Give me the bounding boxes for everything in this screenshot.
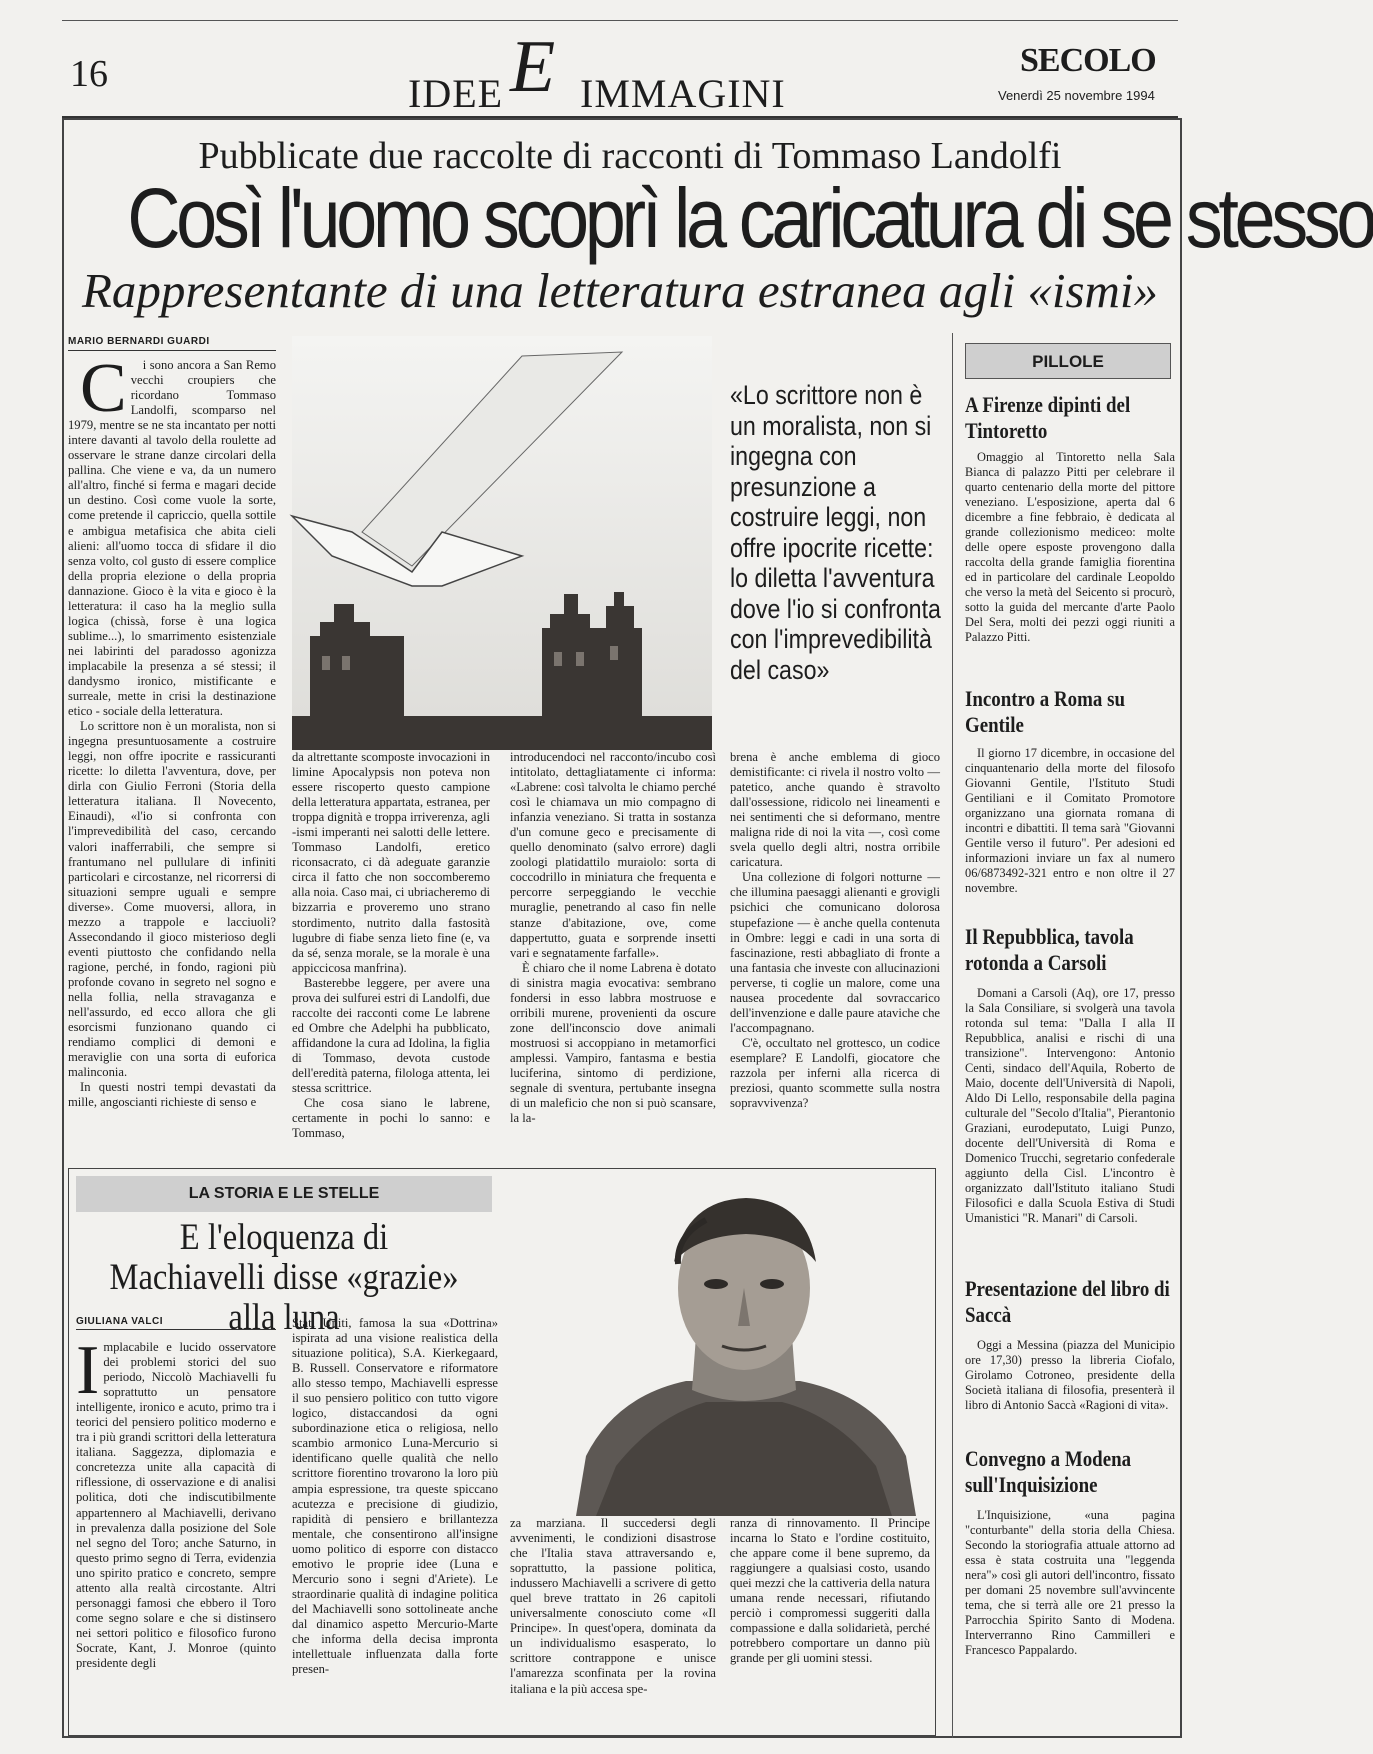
article-paragraph: Lo scrittore non è un moralista, non si ingegna presuntuosamente a costruire leggi, non offre ipocrite e rassicuranti ricette: lo diletta l'avventura, dove, per dirla con Giulio Ferroni (Storia della letteratura italiana. Il Novecento, Einaudi), «l'io si confronta con l'imprevedibilità del caso, cercando valori inafferrabili, che sempre si frantumano nel pullulare di infiniti particolari e circostanze, nel ricorrersi di situazioni sempre uguali e sempre diverse». Come muoversi, allora, in mezzo a trappole e lacciuoli? Assecondando il gioco misterioso degli eventi piuttosto che confidando nella ragione, perché, in fondo, ragioni più profonde covano in segreto nel sogno e nella follia, nella stravaganza e nell'assurdo, ed ecco allora che gli esorcismi funzionano quando ci rendiamo complici di demoni e meraviglie con una sorta di euforica malinconia. — [68, 719, 276, 1080]
section-immagini: IMMAGINI — [580, 71, 786, 116]
book-and-towers-illustration — [292, 336, 712, 750]
sidebar-item-body — [965, 450, 1175, 690]
machiavelli-column-2 — [292, 1316, 498, 1730]
masthead-logo: SECOLO — [1020, 42, 1156, 79]
sidebar-paragraph: Omaggio al Tintoretto nella Sala Bianca di palazzo Pitti per celebrare il quarto centenario della morte del pittore veneziano. L'esposizione, aperta dal 6 dicembre a fine febbraio, è dedicata al grande collezionismo mediceo: molte delle opere esposte provengono dalla raccolta della grande famiglia fiorentina ed in particolare del cardinale Leopoldo che verso la metà del Seicento si procurò, sotto la guida del mercante d'arte Paolo Del Sera, molti dei pezzi oggi riuniti a Palazzo Pitti. — [965, 450, 1175, 644]
byline-rule — [76, 1329, 276, 1330]
sidebar-item-title: A Firenze dipinti del Tintoretto — [965, 392, 1131, 443]
masthead-date: Venerdì 25 novembre 1994 — [998, 88, 1155, 103]
sidebar-item-body — [965, 1338, 1175, 1434]
article-subhead: Rappresentante di una letteratura estranea agli «ismi» — [81, 263, 1159, 318]
article-paragraph: È chiaro che il nome Labrena è dotato di sinistra magia evocativa: sembrano fondersi in esso labbra mostruose e orribili murene, provenienti da oscure zone dell'inconscio dove animali mostruosi si accoppiano in metamorfici amplessi. Vampiro, fantasma e bestia luciferina, sintomo di perdizione, segnale di sventura, pertubante insegna di un maleficio che non si può scansare, la la- — [510, 960, 716, 1126]
sidebar-paragraph: Il giorno 17 dicembre, in occasione del cinquantenario della morte del filosofo Giovanni Gentile, l'Istituto Studi Gentiliani e il Comitato Promotore organizzano una giornata romana di incontri e dibattiti. Il tema sarà "Giovanni Gentile verso il futuro". Per adesioni ed informazioni inviare un fax al numero 06/6873492-321 entro e non oltre il 27 novembre. — [965, 746, 1175, 895]
sidebar-paragraph: Oggi a Messina (piazza del Municipio ore 17,30) presso la libreria Ciofalo, Girolamo Cotroneo, presidente della Società italiana di filosofia, presenterà il libro di Antonio Saccà «Ragioni di vita». — [965, 1338, 1175, 1412]
machiavelli-byline: GIULIANA VALCI — [76, 1316, 163, 1327]
article-paragraph: da altrettante scomposte invocazioni in limine Apocalypsis non poteva non essere riscoperto questo campione della letteratura appartata, estranea, per troppa dignità e troppa irriverenza, agli -ismi imperanti nei salotti delle lettere. Tommaso Landolfi, eretico riconsacrato, ci dà adeguate garanzie circa il fatto che non soccomberemo alla noia. Caso mai, ci ubriacheremo di bizzarria e proveremo uno strano stordimento, nutrito dalla fastosità lugubre di fiabe senza lieto fine (e, va da sé, senza morale, se la morale è una appiccicosa manfrina). — [292, 750, 490, 975]
sidebar-paragraph: Domani a Carsoli (Aq), ore 17, presso la Sala Consiliare, si svolgerà una tavola rotonda sul tema: "Dalla I alla II Repubblica, analisi e rischi di una transizione". Intervengono: Antonio Centi, sindaco dell'Aquila, Roberto de Maio, docente dell'Università di Napoli, Aldo Di Lello, responsabile della pagina culturale del "Secolo d'Italia", Pierantonio Graziani, eurodeputato, Luigi Punzo, docente dell'Università di Roma e Domenico Trucchi, segretario confederale aggiunto della Cisl. L'incontro è organizzato dall'Istituto italiano Studi Filosofici e dalla Scuola Estiva di Studi Umanistici "R. Manari" di Carsoli. — [965, 986, 1175, 1225]
article-column-1 — [68, 350, 276, 1164]
machiavelli-paragraph: za marziana. Il succedersi degli avvenimenti, le condizioni disastrose che l'Italia stava attraversando e, soprattutto, la passione politica, indussero Machiavelli a scrivere di getto quel breve trattato in 26 capitoli universalmente conosciuto come «Il Principe». In quest'opera, dominata da un individualismo esasperato, lo scrittore contrappone e unisce l'amarezza sconfinata per la rovina italiana e la più accesa spe- — [510, 1516, 716, 1696]
article-kicker: Pubblicate due raccolte di racconti di Tommaso Landolfi — [198, 135, 1062, 177]
sidebar-item-title: Convegno a Modena sull'Inquisizione — [965, 1446, 1132, 1497]
sidebar-paragraph: L'Inquisizione, «una pagina "conturbante" della storia della Chiesa. Secondo la storiografia attuale attorno ad essa è stata costruita una "leggenda nera"» così gli autori dell'incontro, fissato per domani 25 novembre sull'avvincente tema, che si terrà alle ore 21 presso la Parrocchia Spirito Santo di Modena. Interverranno Rino Cammilleri e Francesco Pappalardo. — [965, 1508, 1175, 1657]
sidebar-item-body — [965, 986, 1175, 1270]
machiavelli-paragraph: ranza di rinnovamento. Il Principe incarna lo Stato e l'ordine costituito, che appare come il bene supremo, da raggiungere a qualsiasi costo, usando quei mezzi che la cattiveria della natura umana rende necessari, rifiutando perciò i compromessi suggeriti dalla compassione e dalla solidarietà, perché potrebbero comportare un danno più grande per gli uomini stessi. — [730, 1516, 930, 1666]
article-paragraph: In questi nostri tempi devastati da mille, angoscianti richieste di senso e — [68, 1080, 276, 1110]
sidebar-item-body — [965, 746, 1175, 916]
article-byline: MARIO BERNARDI GUARDI — [68, 336, 210, 347]
article-paragraph: Ci sono ancora a San Remo vecchi croupiers che ricordano Tommaso Landolfi, scomparso nel 1979, mentre se ne sta incantato per notti intere davanti al tavolo della roulette ad osservare le strane danze circolari della pallina. Che viene e va, da un numero all'altro, finché si ferma e magari decide un destino. Così come vuole la sorte, come pretende il capriccio, quella sottile e ambigua metafisica che abita cieli alieni: all'uomo tocca di sfidare il dio senza volto, col gusto di essere complice della propria elezione o della propria dannazione. Gioco è la vita e gioco è la letteratura: il caso ha la meglio sulla logica (chissà, forse è una logica sublime...), lo smarrimento esistenziale nei labirinti del paradosso agonizza implacabile la presenza a sé stessi; il dandysmo ironico, mistificante e surreale, mette in crisi la destinazione etico - sociale della letteratura. — [68, 350, 276, 719]
article-paragraph: introducendoci nel racconto/incubo così intitolato, dettagliatamente ci informa: «Labrene: così talvolta le chiamo perché così le chiamava un mio compagno di infanzia veneziano. Si tratta in sostanza d'un comune geco e precisamente di quello denominato (salvo errore) dagli zoologi platidattilo muraiolo: sorta di coccodrillo in miniatura che frequenta e percorre serpeggiando le vecchie muraglie, penetrando al caso fin nelle stanze d'abitazione, ove, come dappertutto, guata e sorprende insetti vari e segnatamente farfalle». — [510, 750, 716, 960]
sidebar-divider — [952, 333, 953, 1738]
pull-quote: «Lo scrittore non è un moralista, non si ingegna con presunzione a costruire leggi, non offre ipocrite ricette: lo diletta l'avventura dove l'io si confronta con l'imprevedibilità del caso» — [730, 380, 941, 685]
sidebar-item-title: Il Repubblica, tavola rotonda a Carsoli — [965, 924, 1134, 975]
machiavelli-column-1 — [76, 1332, 276, 1730]
sidebar-item-title: Presentazione del libro di Saccà — [965, 1276, 1170, 1327]
section-title — [380, 26, 840, 116]
machiavelli-paragraph: Stati Uniti, famosa la sua «Dottrina» ispirata ad una visione realistica della situazione politica), S.A. Kierkegaard, B. Russell. Conservatore e riformatore allo stesso tempo, Machiavelli espresse il suo pensiero politico con tutto vigore logico, distaccandosi da ogni subordinazione etica o religiosa, nello scambio armonico Luna-Mercurio si identificano quelle qualità che nello scrittore fiorentino trovarono la loro più ampia espressione, tra queste spiccano acutezza e precisione di giudizio, rapidità di pensiero e brillantezza mentale, che consentirono all'insigne uomo politico di esporre con distacco emotivo le proprie idee (Luna e Mercurio sono i segni d'Ariete). Le straordinarie qualità di indagine politica del Machiavelli sono sottolineate anche dal dinamico aspetto Mercurio-Marte che informa della decisa impronta intellettuale influenzata dalla forte presen- — [292, 1316, 498, 1677]
article-paragraph: C'è, occultato nel grottesco, un codice esemplare? E Landolfi, giocatore che razzola per inferni alla ricerca di preziosi, quanto scommette sulla nostra sopravvivenza? — [730, 1035, 940, 1111]
article-column-3 — [510, 750, 716, 1150]
machiavelli-title: E l'eloquenza di Machiavelli disse «grazie» alla luna — [109, 1217, 459, 1338]
sidebar-item-title: Incontro a Roma su Gentile — [965, 686, 1125, 737]
section-e-ornament: E — [510, 26, 556, 108]
section-idee: IDEE — [408, 71, 504, 116]
article-paragraph: Una collezione di folgori notturne — che illumina paesaggi alienanti e grovigli psichici che comunicano dolorosa stupefazione — è anche quella contenuta in Ombre: leggi e cadi in una sorta di fascinazione, resti abbagliato di fronte a una fantasia che investe con allucinazioni perverse, ti coglie un malore, come una nausea procedente dal sovraccarico dell'invenzione e dalle paure ataviche che l'accompagnano. — [730, 870, 940, 1035]
machiavelli-paragraph: Implacabile e lucido osservatore dei problemi storici del suo periodo, Niccolò Machiavelli fu soprattutto un pensatore intelligente, ironico e acuto, primo tra i teorici del pensiero politico moderno e tra i più grandi scrittori della letteratura italiana. Saggezza, diplomazia e concretezza unite alla capacità di riflessione, di osservazione e di analisi politica, doti che indiscutibilmente appartennero al Machiavelli, derivano in prevalenza dalla posizione del Sole nel segno del Toro; anche Saturno, in questo primo segno di Terra, evidenzia uno spirito pratico e concreto, sempre attento alla realtà circostante. Altri personaggi famosi che ebbero il Toro come segno solare e che si distinsero nei settori politico e filosofico furono Socrate, Kant, J. Monroe (quinto presidente degli — [76, 1332, 276, 1670]
machiavelli-label: LA STORIA E LE STELLE — [76, 1176, 492, 1212]
article-paragraph: Basterebbe leggere, per avere una prova dei sulfurei estri di Landolfi, due raccolte dei racconti come Le labrene ed Ombre che Adelphi ha pubblicato, affidandone la cura ad Idolina, la figlia di Tommaso, devota custode dell'eredità paterna, filologa attenta, lei stessa scrittrice. — [292, 975, 490, 1096]
sidebar-header: PILLOLE — [965, 343, 1171, 379]
article-paragraph: brena è anche emblema di gioco demistificante: ci rivela il nostro volto — patetico, anche quando è stravolto dall'ossessione, ridicolo nei lineamenti e nei sentimenti che si deformano, mentre maligna ride di noi la vita —, così come svela quello degli altri, nostra orribile caricatura. — [730, 750, 940, 870]
machiavelli-portrait — [556, 1176, 930, 1516]
article-column-4 — [730, 750, 940, 1150]
machiavelli-column-4 — [730, 1516, 930, 1730]
page-number: 16 — [70, 53, 108, 95]
machiavelli-column-3 — [510, 1516, 716, 1730]
article-column-2 — [292, 750, 490, 1150]
sidebar-item-body — [965, 1508, 1175, 1730]
top-rule — [62, 20, 1178, 21]
article-paragraph: Che cosa siano le labrene, certamente in pochi lo sanno: e Tommaso, — [292, 1096, 490, 1141]
article-headline: Così l'uomo scoprì la caricatura di se stesso — [127, 171, 1373, 265]
